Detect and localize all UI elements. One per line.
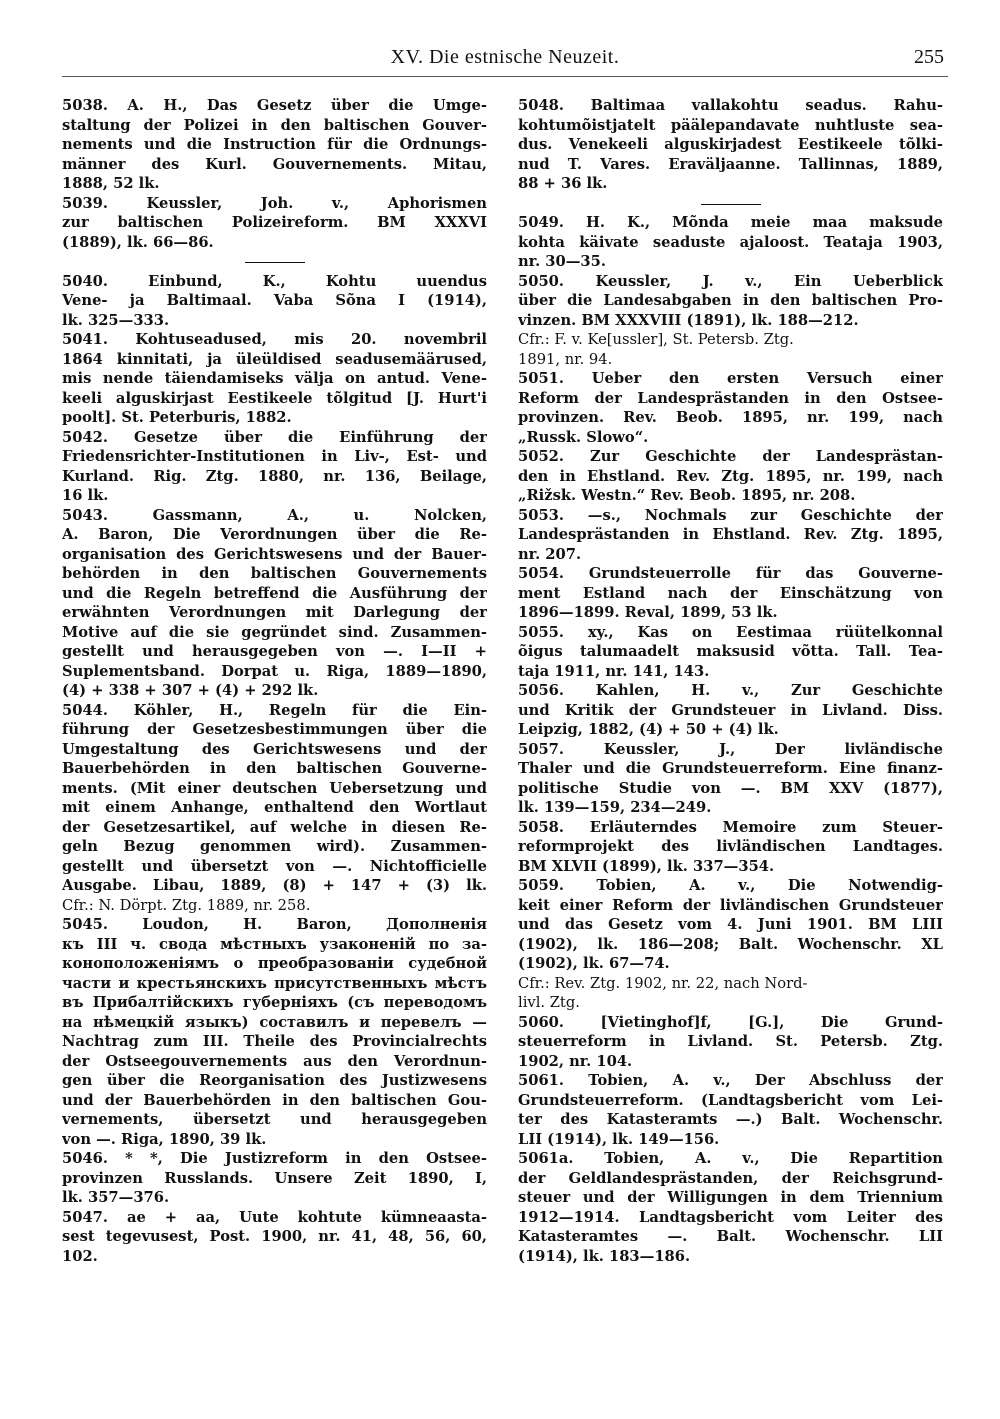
- bibliography-line: provinzen Russlands. Unsere Zeit 1890, I,: [62, 1169, 487, 1187]
- bibliography-line: gestellt und übersetzt von —. Nichtofficielle: [62, 857, 487, 875]
- bibliography-line: Suplementsband. Dorpat u. Riga, 1889—1890,: [62, 662, 487, 680]
- section-separator: [62, 252, 487, 272]
- bibliography-line: vernements, übersetzt und herausgegeben: [62, 1111, 487, 1128]
- bibliography-line: õigus talumaadelt maksusid võtta. Tall. Tea-: [518, 643, 943, 660]
- bibliography-line: (1889), lk. 66—86.: [62, 233, 214, 251]
- bibliography-line: sest tegevusest, Post. 1900, nr. 41, 48, 56, 60,: [62, 1228, 487, 1245]
- bibliography-line: 16 lk.: [62, 487, 109, 504]
- bibliography-line: 5044. Köhler, H., Regeln für die Ein-: [62, 701, 487, 719]
- bibliography-line: 5053. —s., Nochmals zur Geschichte der: [518, 506, 943, 524]
- bibliography-line: organisation des Gerichtswesens und der Bauer-: [62, 545, 487, 563]
- bibliography-line: steuerreform in Livland. St. Petersb. Ztg.: [518, 1033, 943, 1050]
- bibliography-line: ments. (Mit einer deutschen Uebersetzung und: [62, 779, 487, 797]
- bibliography-line: ter des Katasteramts —.) Balt. Wochenschr.: [518, 1111, 943, 1128]
- bibliography-line: nr. 207.: [518, 545, 582, 563]
- bibliography-line: на нѣмецкій языкъ) составилъ и перевелъ —: [62, 1013, 487, 1031]
- bibliography-line: Vene- ja Baltimaal. Vaba Sõna I (1914),: [62, 292, 487, 309]
- right-column: [518, 96, 943, 1266]
- bibliography-line: der Geldlandesprästanden, der Reichsgrund-: [518, 1169, 943, 1187]
- bibliography-line: 5045. Loudon, H. Baron, Дополненія: [62, 916, 487, 933]
- bibliography-line: A. Baron, Die Verordnungen über die Re-: [62, 526, 487, 543]
- bibliography-line: lk. 139—159, 234—249.: [518, 799, 712, 816]
- bibliography-line: 1912—1914. Landtagsbericht vom Leiter des: [518, 1208, 943, 1226]
- bibliography-line: vinzen. BM XXXVIII (1891), lk. 188—212.: [518, 311, 859, 329]
- bibliography-line: Reform der Landesprästanden in den Ostsee-: [518, 389, 943, 407]
- bibliography-line: der Ostseegouvernements aus den Verordnun-: [62, 1052, 487, 1070]
- bibliography-line: 5061a. Tobien, A. v., Die Repartition: [518, 1150, 943, 1167]
- bibliography-line: (1902), lk. 67—74.: [518, 955, 670, 972]
- bibliography-line: politische Studie von —. BM XXV (1877),: [518, 779, 943, 797]
- bibliography-line: 1902, nr. 104.: [518, 1052, 633, 1070]
- bibliography-line: Grundsteuerreform. (Landtagsbericht vom Lei-: [518, 1091, 943, 1109]
- bibliography-line: 1864 kinnitati, ja üleüldised seadusemäärused,: [62, 350, 487, 368]
- bibliography-line: 5051. Ueber den ersten Versuch einer: [518, 370, 943, 387]
- bibliography-line: gestellt und herausgegeben von —. I—II +: [62, 643, 487, 660]
- bibliography-line: (1914), lk. 183—186.: [518, 1247, 691, 1265]
- bibliography-line: Bauerbehörden in den baltischen Gouverne-: [62, 760, 487, 777]
- bibliography-line: Leipzig, 1882, (4) + 50 + (4) lk.: [518, 721, 779, 738]
- bibliography-line: zur baltischen Polizeireform. BM XXXVI: [62, 214, 487, 231]
- bibliography-line: steuer und der Willigungen in dem Triennium: [518, 1189, 943, 1206]
- bibliography-line: lk. 325—333.: [62, 311, 170, 329]
- bibliography-line: (4) + 338 + 307 + (4) + 292 lk.: [62, 682, 319, 699]
- bibliography-line: BM XLVII (1899), lk. 337—354.: [518, 857, 775, 875]
- bibliography-line: lk. 357—376.: [62, 1189, 170, 1206]
- bibliography-line: Motive auf die sie gegründet sind. Zusammen-: [62, 623, 487, 641]
- bibliography-line: Umgestaltung des Gerichtswesens und der: [62, 740, 487, 758]
- bibliography-line: 5048. Baltimaa vallakohtu seadus. Rahu-: [518, 97, 943, 114]
- cross-reference-line: Cfr.: N. Dörpt. Ztg. 1889, nr. 258.: [62, 896, 311, 914]
- section-separator: [518, 194, 943, 214]
- cross-reference-line: Cfr.: F. v. Ke[ussler], St. Petersb. Ztg.: [518, 331, 794, 348]
- bibliography-line: Ausgabe. Libau, 1889, (8) + 147 + (3) lk.: [62, 877, 487, 894]
- bibliography-line: führung der Gesetzesbestimmungen über die: [62, 721, 487, 738]
- bibliography-line: LII (1914), lk. 149—156.: [518, 1130, 720, 1148]
- bibliography-line: Kurland. Rig. Ztg. 1880, nr. 136, Beilage,: [62, 467, 487, 485]
- bibliography-line: über die Landesabgaben in den baltischen Pro-: [518, 292, 943, 309]
- bibliography-line: männer des Kurl. Gouvernements. Mitau,: [62, 155, 487, 173]
- bibliography-line: 5052. Zur Geschichte der Landesprästan-: [518, 448, 943, 465]
- bibliography-line: 5054. Grundsteuerrolle für das Gouverne-: [518, 565, 943, 582]
- bibliography-line: 102.: [62, 1247, 98, 1265]
- bibliography-line: 5042. Gesetze über die Einführung der: [62, 428, 487, 446]
- bibliography-line: 5061. Tobien, A. v., Der Abschluss der: [518, 1072, 943, 1089]
- bibliography-line: kohtumõistjatelt päälepandavate nuhtluste sea-: [518, 116, 943, 134]
- bibliography-line: „Russk. Slowo“.: [518, 428, 649, 446]
- bibliography-line: Katasteramtes —. Balt. Wochenschr. LII: [518, 1228, 943, 1245]
- cross-reference-line: Cfr.: Rev. Ztg. 1902, nr. 22, nach Nord-: [518, 974, 808, 992]
- bibliography-line: erwähnten Verordnungen mit Darlegung der: [62, 604, 487, 621]
- header-rule: [62, 76, 948, 77]
- bibliography-line: mit einem Anhange, enthaltend den Wortlaut: [62, 799, 487, 816]
- bibliography-line: 5050. Keussler, J. v., Ein Ueberblick: [518, 272, 943, 290]
- bibliography-line: 1888, 52 lk.: [62, 175, 160, 192]
- bibliography-line: 5040. Einbund, K., Kohtu uuendus: [62, 272, 487, 290]
- bibliography-line: behörden in den baltischen Gouvernements: [62, 565, 487, 582]
- bibliography-line: 5055. xy., Kas on Eestimaa rüütelkonnal: [518, 623, 943, 641]
- cross-reference-line: livl. Ztg.: [518, 994, 580, 1011]
- bibliography-line: nud T. Vares. Eraväljaanne. Tallinnas, 1889,: [518, 155, 943, 173]
- bibliography-line: конoположеніямъ о преобразованіи судебной: [62, 955, 487, 972]
- bibliography-line: 5057. Keussler, J., Der livländische: [518, 740, 943, 758]
- bibliography-line: und die Regeln betreffend die Ausführung der: [62, 584, 487, 602]
- bibliography-line: 5039. Keussler, Joh. v., Aphorismen: [62, 194, 487, 212]
- left-column: [62, 96, 487, 1266]
- bibliography-line: und Kritik der Grundsteuer in Livland. Diss.: [518, 701, 943, 719]
- bibliography-line: 5047. ae + aa, Uute kohtute kümneaasta-: [62, 1208, 487, 1226]
- bibliography-line: gen über die Reorganisation des Justizwesens: [62, 1072, 487, 1089]
- bibliography-line: Friedensrichter-Institutionen in Liv-, Est- und: [62, 448, 487, 465]
- bibliography-line: 5043. Gassmann, A., u. Nolcken,: [62, 506, 487, 524]
- bibliography-line: 5041. Kohtuseadused, mis 20. novembril: [62, 331, 487, 348]
- bibliography-line: 5058. Erläuterndes Memoire zum Steuer-: [518, 818, 943, 836]
- bibliography-line: nements und die Instruction für die Ordnungs-: [62, 136, 487, 153]
- cross-reference-line: 1891, nr. 94.: [518, 350, 613, 368]
- running-header: [62, 44, 948, 78]
- bibliography-line: keeli alguskirjast Eestikeele tõlgitud [J. Hurt'i: [62, 389, 487, 407]
- bibliography-line: въ Прибалтійскихъ губерніяхъ (съ переводомъ: [62, 994, 487, 1011]
- bibliography-line: poolt]. St. Peterburis, 1882.: [62, 409, 292, 426]
- bibliography-line: taja 1911, nr. 141, 143.: [518, 662, 710, 680]
- bibliography-line: und der Bauerbehörden in den baltischen Gou-: [62, 1091, 487, 1109]
- bibliography-line: staltung der Polizei in den baltischen Gouver-: [62, 116, 487, 134]
- bibliography-line: 5038. A. H., Das Gesetz über die Umge-: [62, 97, 487, 114]
- bibliography-line: provinzen. Rev. Beob. 1895, nr. 199, nach: [518, 409, 943, 426]
- bibliography-line: von —. Riga, 1890, 39 lk.: [62, 1130, 267, 1148]
- bibliography-line: 5056. Kahlen, H. v., Zur Geschichte: [518, 682, 943, 699]
- bibliography-line: 1896—1899. Reval, 1899, 53 lk.: [518, 604, 778, 621]
- bibliography-line: nr. 30—35.: [518, 253, 606, 270]
- bibliography-line: части и крестьянскихъ присутственныхъ мѣстъ: [62, 974, 487, 992]
- bibliography-line: 5060. [Vietinghof]f, [G.], Die Grund-: [518, 1013, 943, 1031]
- bibliography-line: mis nende täiendamiseks välja on antud. Vene-: [62, 370, 487, 387]
- bibliography-line: (1902), lk. 186—208; Balt. Wochenschr. XL: [518, 935, 943, 953]
- bibliography-line: den in Ehstland. Rev. Ztg. 1895, nr. 199, nach: [518, 467, 943, 485]
- bibliography-line: къ III ч. свода мѣстныхъ узаконеній по за-: [62, 935, 487, 953]
- running-title: XV. Die estnische Neuzeit.: [390, 46, 620, 68]
- bibliography-line: dus. Venekeeli alguskirjadest Eestikeele tõlki-: [518, 136, 943, 153]
- bibliography-line: geln Bezug genommen wird). Zusammen-: [62, 838, 487, 855]
- page-number: 255: [914, 46, 944, 68]
- bibliography-line: der Gesetzesartikel, auf welche in diesen Re-: [62, 818, 487, 836]
- bibliography-line: 5046. * *, Die Justizreform in den Ostsee-: [62, 1150, 487, 1167]
- bibliography-line: ment Estland nach der Einschätzung von: [518, 584, 943, 602]
- bibliography-line: Landesprästanden in Ehstland. Rev. Ztg. 1895,: [518, 526, 943, 543]
- bibliography-line: Thaler und die Grundsteuerreform. Eine finanz-: [518, 760, 943, 777]
- bibliography-line: „Rižsk. Westn.“ Rev. Beob. 1895, nr. 208.: [518, 487, 856, 504]
- bibliography-line: kohta käivate seaduste ajaloost. Teataja 1903,: [518, 233, 943, 251]
- bibliography-line: 88 + 36 lk.: [518, 175, 608, 192]
- bibliography-line: Nachtrag zum III. Theile des Provincialrechts: [62, 1033, 487, 1050]
- bibliography-line: keit einer Reform der livländischen Grundsteuer: [518, 896, 943, 914]
- bibliography-line: 5049. H. K., Mõnda meie maa maksude: [518, 214, 943, 231]
- bibliography-line: 5059. Tobien, A. v., Die Notwendig-: [518, 877, 943, 894]
- bibliography-line: und das Gesetz vom 4. Juni 1901. BM LIII: [518, 916, 943, 933]
- bibliography-line: reformprojekt des livländischen Landtages.: [518, 838, 943, 855]
